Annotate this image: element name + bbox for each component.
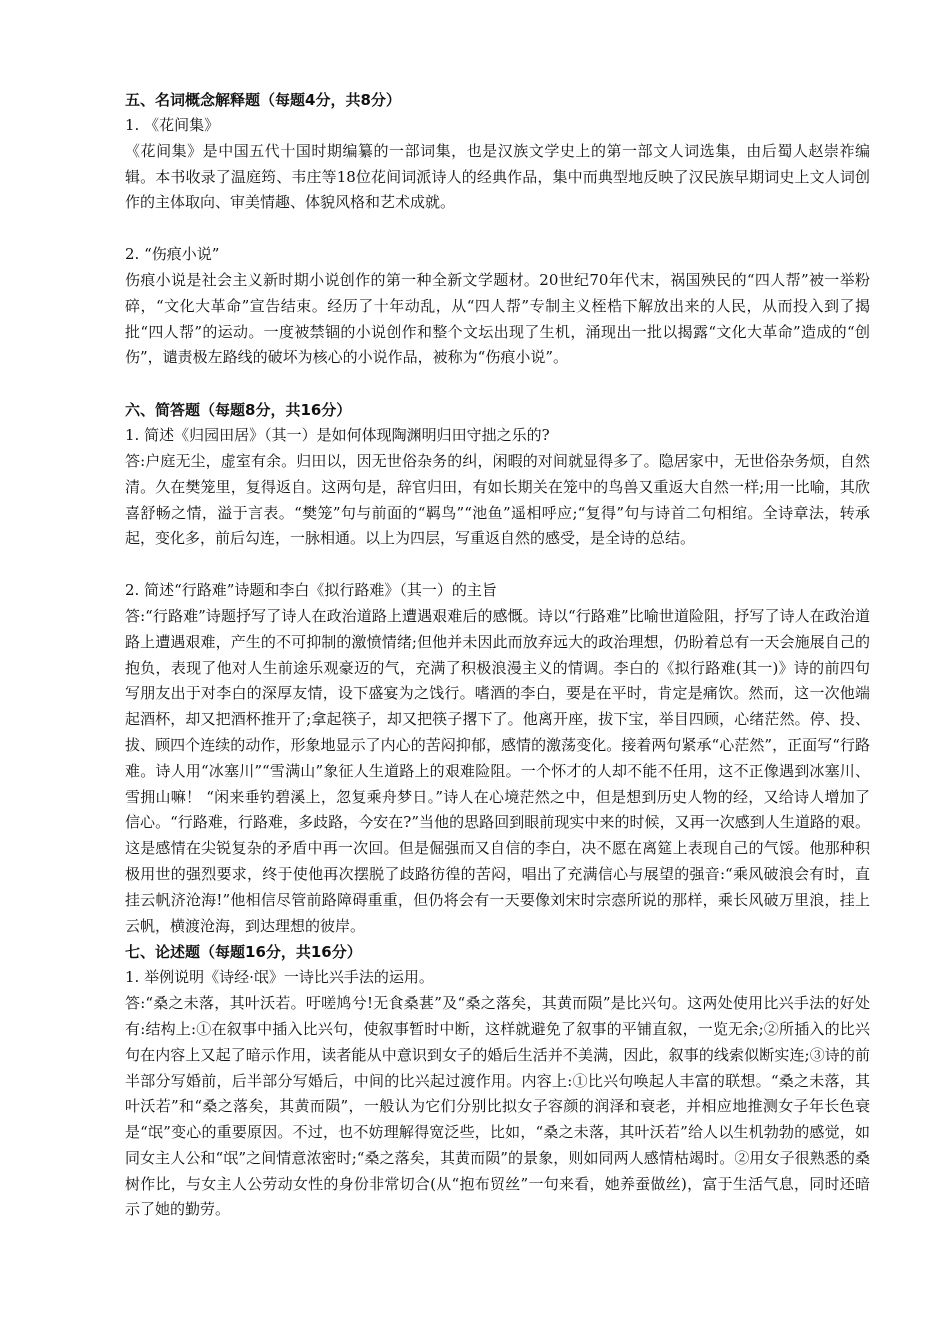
question-label: 2. 简述“行路难”诗题和李白《拟行路难》（其一）的主旨 <box>125 581 497 600</box>
section-title: 五、名词概念解释题（每题4分，共8分） <box>125 91 401 109</box>
section-title: 六、简答题（每题8分，共16分） <box>125 401 352 420</box>
answer-text: 答:户庭无尘，虚室有余。归田以，因无世俗杂务的纠，闲暇的对间就显得多了。隐居家中，无世俗杂务烦，自然清。久在樊笼里，复得返自。这两句是，辞官归田，有如长期关在笼中的鸟兽又重返大自然一样;用一比喻，其欣喜舒畅之情，溢于言表。“樊笼”句与前面的“羁鸟”“池鱼”遥相呼应;“复得”句与诗首二句相绾。全诗章法，转承起，变化多，前后勾连，一脉相通。以上为四层，写重返自然的感受，是全诗的总结。 <box>125 451 870 548</box>
question-label: 2. “伤痕小说” <box>125 245 220 264</box>
spacer <box>125 371 870 397</box>
question-label: 1. 举例说明《诗经·氓》一诗比兴手法的运用。 <box>125 968 434 987</box>
section-five <box>125 87 870 371</box>
answer-text: 伤痕小说是社会主义新时期小说创作的第一种全新文学题材。20世纪70年代末，祸国殃民的“四人帮”被一举粉碎，“文化大革命”宣告结束。经历了十年动乱，从“四人帮”专制主义桎梏下解放出来的人民，从而投入到了揭批“四人帮”的运动。一度被禁锢的小说创作和整个文坛出现了生机，涌现出一批以揭露“文化大革命”造成的“创伤”，谴责极左路线的破坏为核心的小说作品，被称为“伤痕小说”。 <box>125 270 870 367</box>
question-label: 1. 《花间集》 <box>125 116 220 134</box>
section-six <box>125 397 870 939</box>
document-page <box>125 87 870 1223</box>
spacer <box>125 552 870 578</box>
question-label: 1. 简述《归园田居》（其一）是如何体现陶渊明归田守拙之乐的? <box>125 426 550 445</box>
answer-text: 答:“桑之未落，其叶沃若。吁嗟鸠兮!无食桑葚”及“桑之落矣，其黄而陨”是比兴句。这两处使用比兴手法的好处有:结构上:①在叙事中插入比兴句，使叙事暂时中断，这样就避免了叙事的平铺直叙，一览无余;②所插入的比兴句在内容上又起了暗示作用，读者能从中意识到女子的婚后生活并不美满，因此，叙事的线索似断实连;③诗的前半部分写婚前，后半部分写婚后，中间的比兴起过渡作用。内容上:①比兴句唤起人丰富的联想。“桑之未落，其叶沃若”和“桑之落矣，其黄而陨”，一般认为它们分别比拟女子容颜的润泽和衰老，并相应地推测女子年长色衰是“氓”变心的重要原因。不过，也不妨理解得宽泛些，比如，“桑之未落，其叶沃若”给人以生机勃勃的感觉，如同女主人公和“氓”之间情意浓密时;“桑之落矣，其黄而陨”的景象，则如同两人感情枯竭时。②用女子很熟悉的桑树作比，与女主人公劳动女性的身份非常切合(从“抱布贸丝”一句来看，她养蚕做丝)，富于生活气息，同时还暗示了她的勤劳。 <box>125 994 870 1219</box>
spacer <box>125 216 870 242</box>
answer-text: 《花间集》是中国五代十国时期编纂的一部词集，也是汉族文学史上的第一部文人词选集，由后蜀人赵崇祚编辑。本书收录了温庭筠、韦庄等18位花间词派诗人的经典作品，集中而典型地反映了汉民族早期词史上文人词创作的主体取向、审美情趣、体貌风格和艺术成就。 <box>125 141 870 212</box>
section-seven <box>125 939 870 1223</box>
answer-text: 答:“行路难”诗题抒写了诗人在政治道路上遭遇艰难后的感慨。诗以“行路难”比喻世道险阻，抒写了诗人在政治道路上遭遇艰难，产生的不可抑制的激愤情绪;但他并未因此而放弃远大的政治理想，仍盼着总有一天会施展自己的抱负，表现了他对人生前途乐观豪迈的气，充满了积极浪漫主义的情调。李白的《拟行路难(其一)》诗的前四句写朋友出于对李白的深厚友情，设下盛宴为之饯行。嗜酒的李白，要是在平时，肯定是痛饮。然而，这一次他端起酒杯，却又把酒杯推开了;拿起筷子，却又把筷子撂下了。他离开座，拔下宝，举目四顾，心绪茫然。停、投、拔、顾四个连续的动作，形象地显示了内心的苦闷抑郁，感情的激荡变化。接着两句紧承“心茫然”，正面写“行路难。诗人用“冰塞川”“雪满山”象征人生道路上的艰难险阻。一个怀才的人却不能不任用，这不正像遇到冰塞川、雪拥山嘛！ “闲来垂钓碧溪上，忽复乘舟梦日。”诗人在心境茫然之中，但是想到历史人物的经，又给诗人增加了信心。“行路难，行路难，多歧路，今安在?”当他的思路回到眼前现实中来的时候，又再一次感到人生道路的艰。这是感情在尖锐复杂的矛盾中再一次回。但是倔强而又自信的李白，决不愿在离筵上表现自己的气馁。他那种积极用世的强烈要求，终于使他再次摆脱了歧路彷徨的苦闷，唱出了充满信心与展望的强音:“乘风破浪会有时，直挂云帆济沧海!”他相信尽管前路障碍重重，但仍将会有一天要像刘宋时宗悫所说的那样，乘长风破万里浪，挂上云帆，横渡沧海，到达理想的彼岸。 <box>125 606 870 935</box>
section-title: 七、论述题（每题16分，共16分） <box>125 943 362 962</box>
